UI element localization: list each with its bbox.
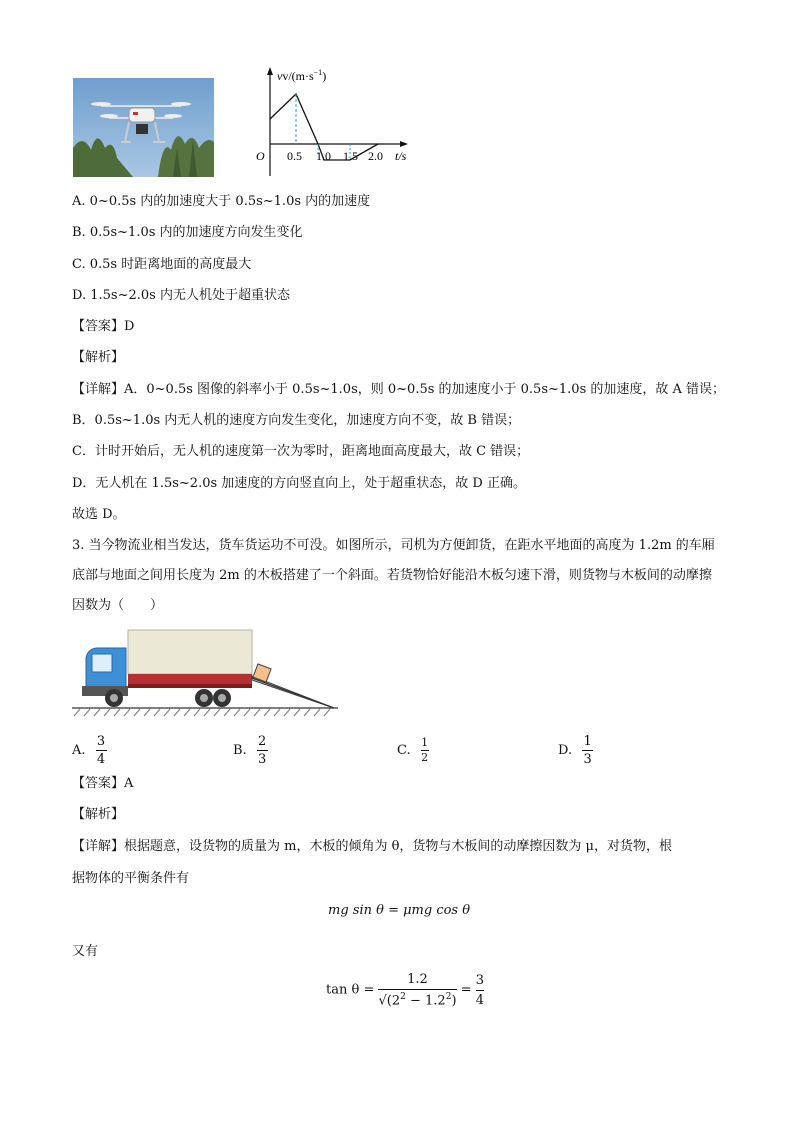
q3-also-text: 又有 [72,944,99,959]
equilibrium-formula: mg sin θ = μmg cos θ [328,903,471,918]
velocity-time-graph [250,64,420,188]
y-axis-label: $vv/(m\cdot s^{-1})$ [277,68,327,83]
truck-ramp-illustration [72,628,340,724]
tick-1-0: 1.0 [316,149,331,163]
q3-option-d: D. $\frac{1}{3}$ [558,733,592,767]
q2-detail-c: C．计时开始后，无人机的速度第一次为零时，距离地面高度最大，故 C 错误； [72,444,530,459]
q3-detail-line-1: 【详解】根据题意，设货物的质量为 m，木板的倾角为 θ，货物与木板间的动摩擦因数为 μ，对货物，根 [72,839,673,854]
q2-option-a: A. 0~0.5s 内的加速度大于 0.5s~1.0s 内的加速度 [72,194,371,209]
q2-answer: 【答案】D [72,319,135,334]
q2-conclusion: 故选 D。 [72,507,126,522]
drone-photo [73,78,214,177]
tick-1-5: 1.5 [343,149,358,163]
tick-0-5: 0.5 [287,149,302,163]
q2-analysis-heading: 【解析】 [72,350,125,365]
q3-question-text: 3. 当今物流业相当发达，货车货运功不可没。如图所示，司机为方便卸货，在距水平地面的高度为 1.2m 的车厢底部与地面之间用长度为 2m 的木板搭建了一个斜面。若货物恰好能沿木板匀速下滑，则货物与木板间的动摩擦因数为（ ） [72,538,715,613]
q3-detail-line-2: 据物体的平衡条件有 [72,871,190,886]
q3-answer: 【答案】A [72,776,134,791]
tick-2-0: 2.0 [368,149,383,163]
q2-detail-b: B．0.5s~1.0s 内无人机的速度方向发生变化，加速度方向不变，故 B 错误； [72,413,521,428]
q2-option-d: D. 1.5s~2.0s 内无人机处于超重状态 [72,288,290,303]
q3-option-c: C. $\frac{1}{2}$ [397,735,429,764]
x-axis-label: t/s [395,149,407,163]
q2-option-c: C. 0.5s 时距离地面的高度最大 [72,257,252,272]
q3-analysis-heading: 【解析】 [72,807,125,822]
q2-detail-a: 【详解】A．0~0.5s 图像的斜率小于 0.5s~1.0s，则 0~0.5s 的加速度小于 0.5s~1.0s 的加速度，故 A 错误； [72,382,726,397]
origin-label: O [256,149,265,163]
q3-option-a: A. $\frac{3}{4}$ [72,733,106,767]
q2-detail-d: D．无人机在 1.5s~2.0s 加速度的方向竖直向上，处于超重状态，故 D 正确。 [72,476,526,491]
tangent-formula: tan θ = $\frac{1.2}{√(2^2 - 1.2^2)}$ = $\frac{3}{4}$ [326,972,484,1009]
q3-option-b: B. $\frac{2}{3}$ [233,733,267,767]
q2-option-b: B. 0.5s~1.0s 内的加速度方向发生变化 [72,225,303,240]
